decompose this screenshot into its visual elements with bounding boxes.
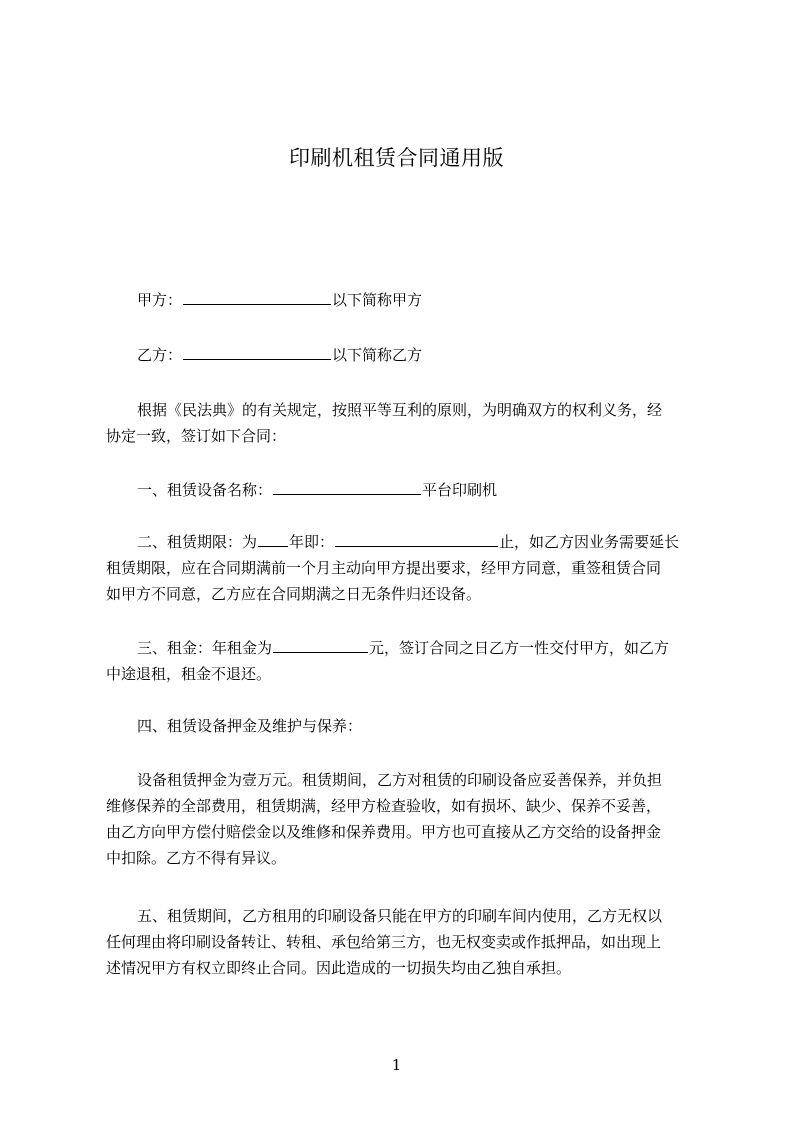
clause-5-line-1: 五、租赁期间，乙方租用的印刷设备只能在甲方的印刷车间内使用，乙方无权以 <box>137 907 663 925</box>
clause-2-date-blank <box>335 532 498 547</box>
preamble-line-1: 根据《民法典》的有关规定，按照平等互利的原则，为明确双方的权利义务，经 <box>137 401 663 419</box>
clause-2-line-2: 租赁期限，应在合同期满前一个月主动向甲方提出要求，经甲方同意，重签租赁合同 <box>106 559 662 577</box>
clause-4-line-2: 维修保养的全部费用，租赁期满，经甲方检查验收，如有损坏、缺少、保养不妥善， <box>106 797 662 815</box>
clause-4-line-1: 设备租赁押金为壹万元。租赁期间，乙方对租赁的印刷设备应妥善保养，并负担 <box>137 771 663 789</box>
clause-5-line-3: 述情况甲方有权立即终止合同。因此造成的一切损失均由乙独自承担。 <box>106 959 572 977</box>
clause-1-suffix: 平台印刷机 <box>422 481 498 499</box>
party-b-blank <box>183 345 331 360</box>
party-b-suffix: 以下简称乙方 <box>332 346 423 364</box>
clause-4-heading: 四、租赁设备押金及维护与保养： <box>137 717 363 735</box>
clause-3-line-2: 中途退租，租金不退还。 <box>106 665 272 683</box>
party-b-label: 乙方： <box>137 346 183 364</box>
page-number: 1 <box>391 1056 402 1074</box>
clause-2-part-3: 止，如乙方因业务需要延长 <box>499 533 680 551</box>
clause-1-prefix: 一、租赁设备名称： <box>137 481 273 499</box>
clause-2-line-1 <box>137 532 737 552</box>
clause-3-suffix: 元，签订合同之日乙方一性交付甲方，如乙方 <box>369 639 670 657</box>
clause-3-prefix: 三、租金：年租金为 <box>137 639 273 657</box>
party-a-suffix: 以下简称甲方 <box>332 291 423 309</box>
party-a-blank <box>183 290 331 305</box>
party-a-label: 甲方： <box>137 291 183 309</box>
clause-2-part-1: 二、租赁期限：为 <box>137 533 258 551</box>
preamble-line-2: 协定一致，签订如下合同： <box>106 427 287 445</box>
party-b-line <box>137 345 737 365</box>
clause-2-part-2: 年即： <box>289 533 335 551</box>
clause-1-blank <box>273 480 421 495</box>
clause-3-rent-blank <box>273 638 368 653</box>
clause-4-line-3: 由乙方向甲方偿付赔偿金以及维修和保养费用。甲方也可直接从乙方交给的设备押金 <box>106 823 662 841</box>
document-title: 印刷机租赁合同通用版 <box>289 146 504 170</box>
party-a-line <box>137 290 737 310</box>
clause-2-line-3: 如甲方不同意，乙方应在合同期满之日无条件归还设备。 <box>106 585 482 603</box>
clause-3-line-1 <box>137 638 737 658</box>
clause-2-years-blank <box>258 532 288 547</box>
clause-5-line-2: 任何理由将印刷设备转让、转租、承包给第三方，也无权变卖或作抵押品，如出现上 <box>106 933 662 951</box>
clause-1-line <box>137 480 737 500</box>
clause-4-line-4: 中扣除。乙方不得有异议。 <box>106 849 287 867</box>
